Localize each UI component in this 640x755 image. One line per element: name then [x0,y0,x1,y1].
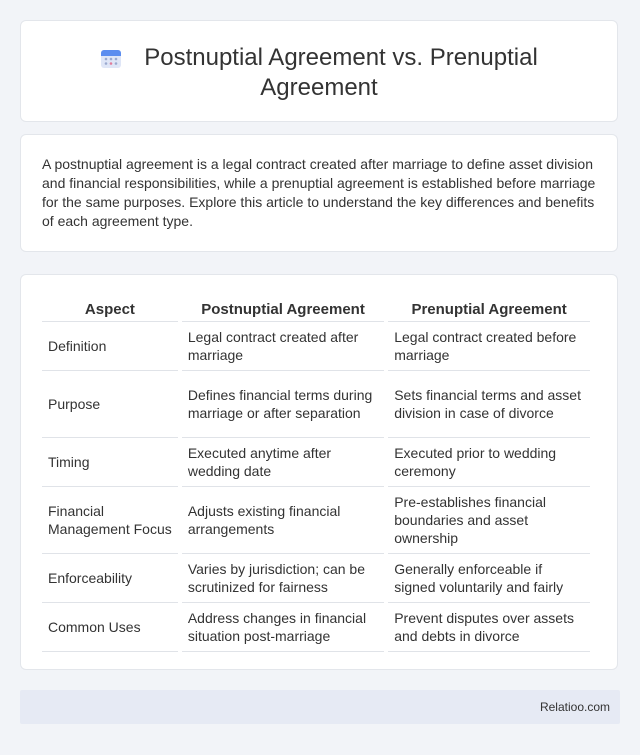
table-row [42,322,590,371]
footer-brand[interactable]: Relatioo.com [539,700,610,714]
cell-aspect: Timing [42,438,178,487]
header-postnuptial: Postnuptial Agreement [182,295,384,322]
cell-aspect: Purpose [42,371,178,438]
cell-postnuptial: Executed anytime after wedding date [182,438,384,487]
cell-postnuptial: Adjusts existing financial arrangements [182,487,384,554]
title-line-1 [21,43,617,73]
table-row [42,438,590,487]
cell-aspect: Enforceability [42,554,178,603]
title-card [20,20,618,122]
page-title [21,43,617,103]
footer-bar [20,690,620,724]
cell-postnuptial: Address changes in financial situation post-marriage [182,603,384,652]
cell-postnuptial: Legal contract created after marriage [182,322,384,371]
table-row [42,603,590,652]
title-text-1: Postnuptial Agreement vs. Prenuptial [144,44,538,71]
intro-card [20,134,618,252]
table-row [42,487,590,554]
header-aspect: Aspect [42,295,178,322]
table-row [42,554,590,603]
cell-prenuptial: Pre-establishes financial boundaries and asset ownership [388,487,590,554]
cell-prenuptial: Executed prior to wedding ceremony [388,438,590,487]
table-row [42,371,590,438]
title-line-2: Agreement [260,74,378,101]
table-header-row [42,295,590,322]
comparison-card [20,274,618,670]
cell-prenuptial: Prevent disputes over assets and debts in divorce [388,603,590,652]
cell-aspect: Financial Management Focus [42,487,178,554]
intro-paragraph: A postnuptial agreement is a legal contract created after marriage to define asset division and financial responsibilities, while a prenuptial agreement is established before marriage for the same purposes. Explore this article to understand the key differences and benefits of each agreement type. [42,156,596,229]
cell-aspect: Definition [42,322,178,371]
header-prenuptial: Prenuptial Agreement [388,295,590,322]
cell-aspect: Common Uses [42,603,178,652]
cell-prenuptial: Generally enforceable if signed voluntarily and fairly [388,554,590,603]
calendar-icon [100,47,122,69]
cell-postnuptial: Varies by jurisdiction; can be scrutinized for fairness [182,554,384,603]
comparison-table [38,295,594,652]
cell-prenuptial: Sets financial terms and asset division in case of divorce [388,371,590,438]
cell-postnuptial: Defines financial terms during marriage or after separation [182,371,384,438]
cell-prenuptial: Legal contract created before marriage [388,322,590,371]
